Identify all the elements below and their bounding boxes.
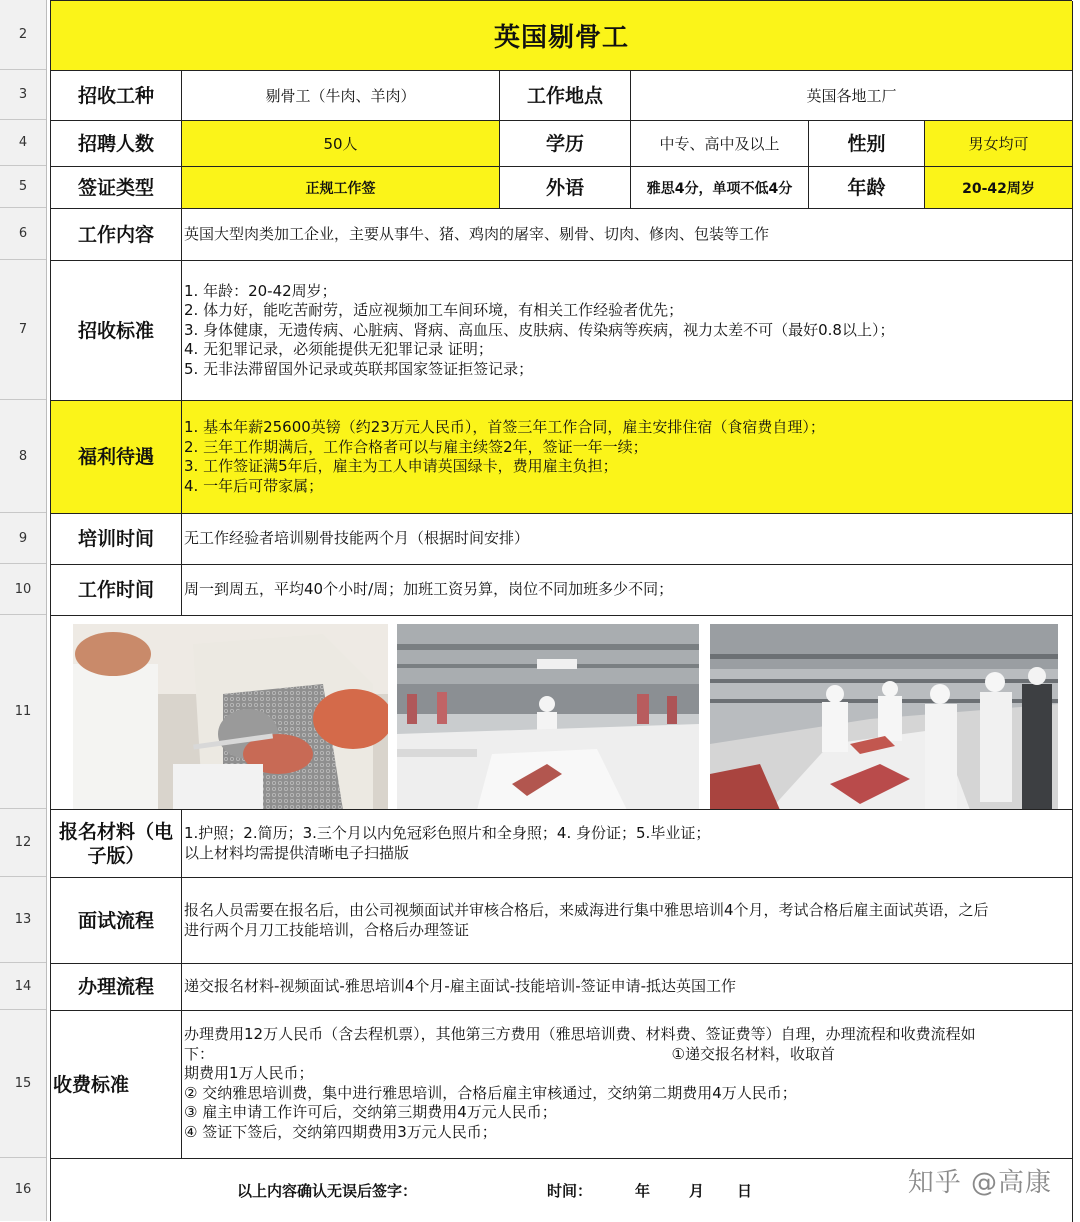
fees-line: 办理费用12万人民币（含去程机票），其他第三方费用（雅思培训费、材料费、签证费等）自理，办理流程和收费流程如 <box>184 1025 976 1043</box>
fees-line: ③ 雇主申请工作许可后，交纳第三期费用4万元人民币； <box>184 1103 557 1121</box>
benefits-label[interactable]: 福利待遇 <box>51 401 182 514</box>
row-number[interactable]: 13 <box>0 877 46 963</box>
work-time-label[interactable]: 工作时间 <box>51 565 182 616</box>
row-number[interactable]: 7 <box>0 260 46 400</box>
row-number[interactable]: 16 <box>14 1182 32 1197</box>
signature-time-label: 时间： <box>547 1182 593 1200</box>
interview-line: 报名人员需要在报名后，由公司视频面试并审核合格后，来威海进行集中雅思培训4个月，考试合格后雇主面试英语，之后 <box>184 901 989 919</box>
materials-line: 1.护照；2.简历；3.三个月以内免冠彩色照片和全身照；4. 身份证；5.毕业证； <box>184 824 711 842</box>
materials-label[interactable]: 报名材料（电子版） <box>51 810 182 878</box>
interview-line: 进行两个月刀工技能培训，合格后办理签证 <box>184 920 470 939</box>
signature-month-label: 月 <box>689 1182 705 1200</box>
criteria-line: 5. 无非法滞留国外记录或英联邦国家签证拒签记录； <box>184 359 534 378</box>
headcount-label[interactable]: 招聘人数 <box>51 121 182 167</box>
benefit-line: 2. 三年工作期满后，工作合格者可以与雇主续签2年，签证一年一续； <box>184 437 648 456</box>
criteria-line: 2. 体力好，能吃苦耐劳，适应视频加工车间环境，有相关工作经验者优先； <box>184 301 684 320</box>
spreadsheet <box>50 0 1072 1221</box>
criteria-label[interactable]: 招收标准 <box>51 261 182 401</box>
age-value[interactable]: 20-42周岁 <box>925 167 1073 209</box>
gender-value[interactable]: 男女均可 <box>925 121 1073 167</box>
gender-label[interactable]: 性别 <box>809 121 925 167</box>
row-number[interactable]: 14 <box>0 963 46 1010</box>
work-time-value[interactable]: 周一到周五，平均40个小时/周；加班工资另算，岗位不同加班多少不同； <box>182 565 1073 616</box>
location-label[interactable]: 工作地点 <box>500 71 631 121</box>
process-label[interactable]: 办理流程 <box>51 964 182 1011</box>
signature-day-label: 日 <box>737 1182 753 1200</box>
workers-line-photo <box>710 624 1058 810</box>
process-value[interactable]: 递交报名材料-视频面试-雅思培训4个月-雇主面试-技能培训-签证申请-抵达英国工作 <box>182 964 1073 1011</box>
interview-label[interactable]: 面试流程 <box>51 878 182 964</box>
work-content-value[interactable]: 英国大型肉类加工企业，主要从事牛、猪、鸡肉的屠宰、剔骨、切肉、修肉、包装等工作 <box>182 209 1073 261</box>
age-label[interactable]: 年龄 <box>809 167 925 209</box>
row-number[interactable]: 15 <box>0 1010 46 1158</box>
language-value[interactable]: 雅思4分，单项不低4分 <box>631 167 809 209</box>
education-label[interactable]: 学历 <box>500 121 631 167</box>
job-type-value[interactable]: 剔骨工（牛肉、羊肉） <box>182 71 500 121</box>
benefits-value[interactable] <box>182 401 1073 514</box>
visa-type-value[interactable]: 正规工作签 <box>182 167 500 209</box>
row-number[interactable]: 3 <box>0 70 46 120</box>
materials-value[interactable] <box>182 810 1073 878</box>
fees-label[interactable]: 收费标准 <box>51 1011 182 1159</box>
row-number[interactable]: 2 <box>0 0 46 70</box>
training-value[interactable]: 无工作经验者培训剔骨技能两个月（根据时间安排） <box>182 514 1073 565</box>
materials-line: 以上材料均需提供清晰电子扫描版 <box>184 843 410 862</box>
signature-year-label: 年 <box>635 1182 651 1200</box>
education-value[interactable]: 中专、高中及以上 <box>631 121 809 167</box>
work-content-label[interactable]: 工作内容 <box>51 209 182 261</box>
visa-type-label[interactable]: 签证类型 <box>51 167 182 209</box>
row-number[interactable]: 8 <box>0 400 46 513</box>
criteria-line: 1. 年龄：20-42周岁； <box>184 281 337 300</box>
photo-strip <box>73 624 1058 810</box>
fees-line: 期费用1万人民币； <box>184 1064 314 1082</box>
headcount-value[interactable]: 50人 <box>182 121 500 167</box>
criteria-value[interactable] <box>182 261 1073 401</box>
language-label[interactable]: 外语 <box>500 167 631 209</box>
benefit-line: 3. 工作签证满5年后，雇主为工人申请英国绿卡，费用雇主负担； <box>184 457 618 475</box>
interview-value[interactable] <box>182 878 1073 964</box>
row-number[interactable]: 11 <box>0 615 46 809</box>
photo-row <box>51 616 1073 810</box>
job-type-label[interactable]: 招收工种 <box>51 71 182 121</box>
fees-line: 下： ①递交报名材料，收取首 <box>184 1044 835 1063</box>
watermark: 知乎 @高康 <box>907 1168 1052 1198</box>
criteria-line: 3. 身体健康，无遗传病、心脏病、肾病、高血压、皮肤病、传染病等疾病，视力太差不可（最好0.8以上）； <box>184 320 895 339</box>
benefit-line: 1. 基本年薪25600英镑（约23万元人民币），首签三年工作合同，雇主安排住宿（食宿费自理）； <box>184 418 825 436</box>
row-number[interactable]: 12 <box>0 809 46 877</box>
butcher-closeup-photo <box>73 624 388 810</box>
fees-line: ② 交纳雅思培训费，集中进行雅思培训，合格后雇主审核通过，交纳第二期费用4万人民币； <box>184 1083 797 1102</box>
row-number[interactable]: 9 <box>0 513 46 564</box>
page-title[interactable]: 英国剔骨工 <box>51 1 1073 71</box>
training-label[interactable]: 培训时间 <box>51 514 182 565</box>
benefit-line: 4. 一年后可带家属； <box>184 476 324 495</box>
row-number[interactable]: 4 <box>0 120 46 166</box>
production-line-photo <box>397 624 699 810</box>
fees-line: ④ 签证下签后，交纳第四期费用3万元人民币； <box>184 1122 497 1141</box>
row-header-column <box>0 0 47 1221</box>
row-number[interactable]: 10 <box>0 564 46 615</box>
fees-value[interactable] <box>182 1011 1073 1159</box>
criteria-line: 4. 无犯罪记录，必须能提供无犯罪记录 证明； <box>184 340 493 359</box>
signature-confirm-text: 以上内容确认无误后签字： <box>237 1182 418 1200</box>
row-number[interactable]: 6 <box>0 208 46 260</box>
location-value[interactable]: 英国各地工厂 <box>631 71 1073 121</box>
row-number[interactable]: 5 <box>0 166 46 208</box>
